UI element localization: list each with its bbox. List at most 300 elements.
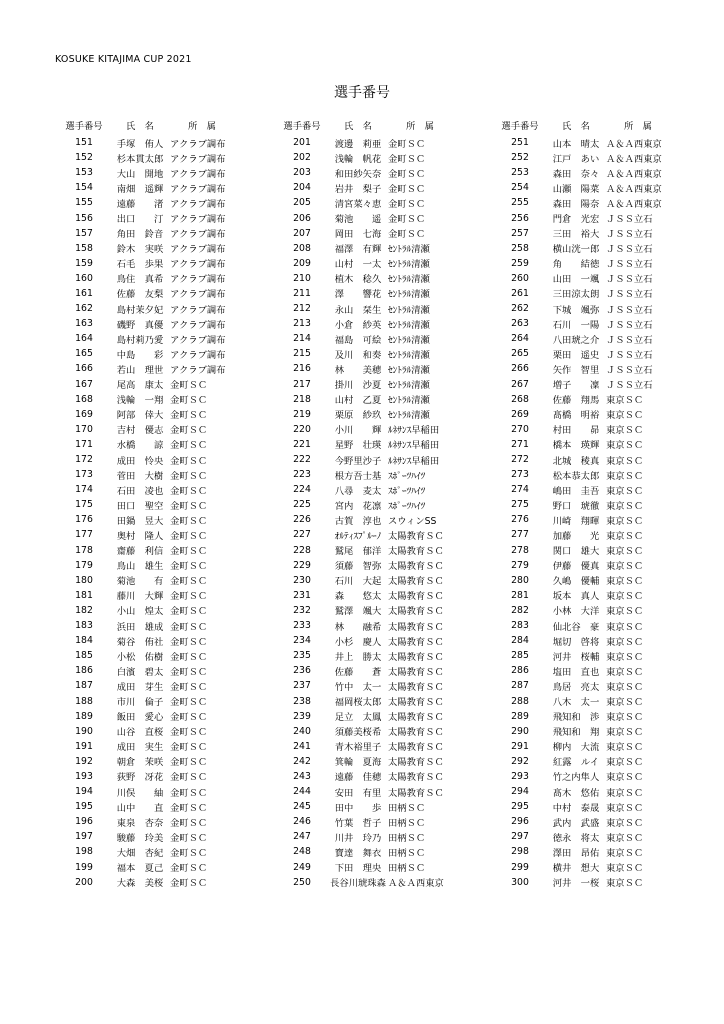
swimmer-club: アクラブ調布 xyxy=(170,364,226,376)
swimmer-name: 若山 理世 xyxy=(116,364,164,376)
swimmer-number: 223 xyxy=(293,469,311,481)
swimmer-club: Ａ＆Ａ西東京 xyxy=(606,168,662,180)
page-title: 選手番号 xyxy=(334,85,390,101)
swimmer-number: 200 xyxy=(75,876,93,888)
swimmer-number: 157 xyxy=(75,227,93,239)
table-row xyxy=(58,286,234,301)
table-row xyxy=(276,558,452,573)
swimmer-name: 白濱 碧太 xyxy=(116,666,164,678)
table-row xyxy=(494,392,670,407)
swimmer-number: 285 xyxy=(511,650,529,662)
swimmer-name: 成田 怜央 xyxy=(116,455,164,467)
swimmer-name: 田中 歩 xyxy=(334,802,382,814)
swimmer-name: 飯田 愛心 xyxy=(116,712,164,724)
swimmer-club: スウィンSS xyxy=(388,515,437,527)
header-number: 選手番号 xyxy=(501,121,539,132)
swimmer-name: 島村茉夕妃 xyxy=(116,304,164,316)
table-row xyxy=(494,588,670,603)
table-row xyxy=(58,437,234,452)
table-row xyxy=(494,860,670,875)
swimmer-name: 山村 乙夏 xyxy=(334,395,382,407)
swimmer-name: 石毛 歩果 xyxy=(116,259,164,271)
header-name: 氏 名 xyxy=(562,121,590,132)
table-row xyxy=(494,814,670,829)
swimmer-club: 金町ＳＣ xyxy=(170,546,208,558)
swimmer-name: 三田 裕大 xyxy=(552,229,600,241)
table-row xyxy=(58,150,234,165)
swimmer-club: 東京ＳＣ xyxy=(606,470,644,482)
swimmer-name: 小杉 慶人 xyxy=(334,636,382,648)
swimmer-number: 211 xyxy=(293,287,311,299)
swimmer-name: 関口 雄大 xyxy=(552,546,600,558)
swimmer-number: 169 xyxy=(75,408,93,420)
swimmer-name: 出口 汀 xyxy=(116,214,164,226)
swimmer-number: 213 xyxy=(293,318,311,330)
swimmer-number: 269 xyxy=(511,408,529,420)
table-row xyxy=(276,512,452,527)
table-row xyxy=(276,165,452,180)
swimmer-club: 東京ＳＣ xyxy=(606,500,644,512)
swimmer-number: 208 xyxy=(293,242,311,254)
swimmer-name: 河井 一桜 xyxy=(552,878,600,890)
swimmer-number: 243 xyxy=(293,770,311,782)
swimmer-club: ＪＳＳ立石 xyxy=(606,319,653,331)
swimmer-club: ｾﾝﾄﾗﾙ清瀬 xyxy=(388,274,430,286)
table-header xyxy=(494,115,670,135)
table-row xyxy=(58,799,234,814)
table-row xyxy=(276,377,452,392)
swimmer-number: 287 xyxy=(511,680,529,692)
swimmer-club: Ａ＆Ａ西東京 xyxy=(388,878,444,890)
table-row xyxy=(494,603,670,618)
table-row xyxy=(494,739,670,754)
swimmer-number: 292 xyxy=(511,755,529,767)
table-row xyxy=(58,210,234,225)
swimmer-club: アクラブ調布 xyxy=(170,349,226,361)
swimmer-club: 東京ＳＣ xyxy=(606,651,644,663)
table-row xyxy=(276,724,452,739)
table-row xyxy=(58,784,234,799)
swimmer-number: 224 xyxy=(293,484,311,496)
table-row xyxy=(276,588,452,603)
table-body xyxy=(58,135,234,890)
table-row xyxy=(494,724,670,739)
swimmer-name: 岡田 七海 xyxy=(334,229,382,241)
swimmer-number: 168 xyxy=(75,393,93,405)
swimmer-name: 南畑 遥輝 xyxy=(116,183,164,195)
swimmer-number: 184 xyxy=(75,635,93,647)
swimmer-club: アクラブ調布 xyxy=(170,304,226,316)
swimmer-club: 太陽教育ＳＣ xyxy=(388,712,444,724)
swimmer-number: 225 xyxy=(293,499,311,511)
swimmer-number: 187 xyxy=(75,680,93,692)
table-row xyxy=(494,256,670,271)
swimmer-number: 230 xyxy=(293,574,311,586)
swimmer-name: 磯野 真優 xyxy=(116,319,164,331)
swimmer-number: 165 xyxy=(75,348,93,360)
table-row xyxy=(276,452,452,467)
swimmer-number: 241 xyxy=(293,740,311,752)
table-row xyxy=(276,875,452,890)
swimmer-number: 293 xyxy=(511,770,529,782)
header-club: 所 属 xyxy=(188,121,216,132)
header-club: 所 属 xyxy=(624,121,652,132)
swimmer-name: 澤田 昂佑 xyxy=(552,847,600,859)
table-row xyxy=(276,814,452,829)
swimmer-name: 市川 倫子 xyxy=(116,697,164,709)
swimmer-club: 金町ＳＣ xyxy=(170,455,208,467)
table-row xyxy=(494,663,670,678)
swimmer-club: ＪＳＳ立石 xyxy=(606,259,653,271)
swimmer-club: 金町ＳＣ xyxy=(170,817,208,829)
swimmer-name: 村田 昴 xyxy=(552,425,600,437)
swimmer-club: 太陽教育ＳＣ xyxy=(388,651,444,663)
swimmer-number: 209 xyxy=(293,257,311,269)
swimmer-number: 289 xyxy=(511,710,529,722)
swimmer-number: 253 xyxy=(511,167,529,179)
swimmer-number: 194 xyxy=(75,786,93,798)
table-row xyxy=(276,754,452,769)
table-row xyxy=(494,784,670,799)
swimmer-name: 石川 一陽 xyxy=(552,319,600,331)
swimmer-number: 153 xyxy=(75,167,93,179)
swimmer-name: 栗原 紗玖 xyxy=(334,410,382,422)
table-row xyxy=(58,603,234,618)
table-row xyxy=(494,482,670,497)
swimmer-number: 251 xyxy=(511,137,529,149)
table-row xyxy=(494,422,670,437)
swimmer-club: Ａ＆Ａ西東京 xyxy=(606,138,662,150)
table-row xyxy=(494,648,670,663)
swimmer-club: ｾﾝﾄﾗﾙ清瀬 xyxy=(388,395,430,407)
swimmer-number: 217 xyxy=(293,378,311,390)
swimmer-club: ＪＳＳ立石 xyxy=(606,274,653,286)
swimmer-name: 大森 美桜 xyxy=(116,878,164,890)
swimmer-club: 金町ＳＣ xyxy=(388,214,426,226)
swimmer-name: 中島 彩 xyxy=(116,349,164,361)
swimmer-number: 161 xyxy=(75,287,93,299)
swimmer-club: ﾙﾈｻﾝｽ早稲田 xyxy=(388,455,440,467)
table-row xyxy=(276,271,452,286)
table-row xyxy=(58,497,234,512)
table-row xyxy=(494,693,670,708)
swimmer-number: 249 xyxy=(293,861,311,873)
swimmer-number: 231 xyxy=(293,589,311,601)
swimmer-number: 210 xyxy=(293,272,311,284)
swimmer-club: ｽﾎﾟｰﾂﾊｲﾂ xyxy=(388,500,426,512)
swimmer-club: ＪＳＳ立石 xyxy=(606,214,653,226)
swimmer-club: 金町ＳＣ xyxy=(170,530,208,542)
swimmer-number: 286 xyxy=(511,665,529,677)
swimmer-name: 足立 太鳳 xyxy=(334,712,382,724)
swimmer-club: 太陽教育ＳＣ xyxy=(388,576,444,588)
header-number: 選手番号 xyxy=(283,121,321,132)
swimmer-number: 180 xyxy=(75,574,93,586)
swimmer-name: 仙北谷 豪 xyxy=(552,621,600,633)
swimmer-club: 金町ＳＣ xyxy=(170,787,208,799)
swimmer-name: 髙橋 明裕 xyxy=(552,410,600,422)
swimmer-name: 福島 可絵 xyxy=(334,334,382,346)
swimmer-number: 237 xyxy=(293,680,311,692)
swimmer-number: 197 xyxy=(75,831,93,843)
swimmer-name: 久嶋 優輔 xyxy=(552,576,600,588)
swimmer-number: 159 xyxy=(75,257,93,269)
swimmer-name: 角田 鈴音 xyxy=(116,229,164,241)
swimmer-club: 太陽教育ＳＣ xyxy=(388,757,444,769)
swimmer-name: 古賀 淳也 xyxy=(334,515,382,527)
swimmer-name: 八田琥之介 xyxy=(552,334,600,346)
table-row xyxy=(276,799,452,814)
table-row xyxy=(494,875,670,890)
swimmer-number: 218 xyxy=(293,393,311,405)
swimmer-club: 太陽教育ＳＣ xyxy=(388,681,444,693)
swimmer-number: 271 xyxy=(511,438,529,450)
swimmer-club: 金町ＳＣ xyxy=(170,666,208,678)
table-row xyxy=(494,210,670,225)
swimmer-name: 小川 輝 xyxy=(334,425,382,437)
swimmer-name: 徳永 将太 xyxy=(552,832,600,844)
header-name: 氏 名 xyxy=(126,121,154,132)
swimmer-name: 鳥住 真希 xyxy=(116,274,164,286)
swimmer-number: 290 xyxy=(511,725,529,737)
swimmer-number: 199 xyxy=(75,861,93,873)
swimmer-club: 金町ＳＣ xyxy=(388,229,426,241)
swimmer-club: 金町ＳＣ xyxy=(170,802,208,814)
table-row xyxy=(494,286,670,301)
table-row xyxy=(276,437,452,452)
table-row xyxy=(276,543,452,558)
swimmer-name: 福澤 有輝 xyxy=(334,244,382,256)
swimmer-club: 金町ＳＣ xyxy=(170,636,208,648)
swimmer-number: 188 xyxy=(75,695,93,707)
swimmer-club: ｾﾝﾄﾗﾙ清瀬 xyxy=(388,289,430,301)
swimmer-name: 横井 想大 xyxy=(552,863,600,875)
table-row xyxy=(494,769,670,784)
swimmer-number: 175 xyxy=(75,499,93,511)
swimmer-name: 遠藤 渚 xyxy=(116,198,164,210)
table-row xyxy=(494,573,670,588)
table-row xyxy=(276,150,452,165)
swimmer-club: 金町ＳＣ xyxy=(170,727,208,739)
swimmer-number: 189 xyxy=(75,710,93,722)
swimmer-number: 300 xyxy=(511,876,529,888)
swimmer-number: 274 xyxy=(511,484,529,496)
swimmer-name: 遠藤 佳穂 xyxy=(334,772,382,784)
swimmer-club: 東京ＳＣ xyxy=(606,712,644,724)
swimmer-number: 255 xyxy=(511,197,529,209)
table-row xyxy=(494,497,670,512)
table-row xyxy=(276,618,452,633)
swimmer-number: 155 xyxy=(75,197,93,209)
swimmer-number: 299 xyxy=(511,861,529,873)
swimmer-club: 東京ＳＣ xyxy=(606,832,644,844)
swimmer-name: 須藤 智弥 xyxy=(334,561,382,573)
swimmer-name: 駿藤 玲美 xyxy=(116,832,164,844)
table-row xyxy=(276,709,452,724)
swimmer-club: アクラブ調布 xyxy=(170,198,226,210)
table-row xyxy=(276,407,452,422)
swimmer-number: 170 xyxy=(75,423,93,435)
swimmer-number: 297 xyxy=(511,831,529,843)
swimmer-club: 金町ＳＣ xyxy=(170,832,208,844)
table-row xyxy=(276,467,452,482)
swimmer-name: 江戸 あい xyxy=(552,153,600,165)
swimmer-club: アクラブ調布 xyxy=(170,319,226,331)
swimmer-club: 太陽教育ＳＣ xyxy=(388,772,444,784)
swimmer-number: 259 xyxy=(511,257,529,269)
swimmer-name: 荻野 冴花 xyxy=(116,772,164,784)
table-row xyxy=(494,331,670,346)
swimmer-number: 277 xyxy=(511,529,529,541)
table-row xyxy=(276,603,452,618)
table-row xyxy=(494,558,670,573)
table-row xyxy=(494,829,670,844)
table-row xyxy=(276,784,452,799)
swimmer-club: 金町ＳＣ xyxy=(170,681,208,693)
swimmer-name: 門倉 光宏 xyxy=(552,214,600,226)
table-row xyxy=(58,361,234,376)
swimmer-number: 244 xyxy=(293,786,311,798)
swimmer-name: 髙木 悠佑 xyxy=(552,787,600,799)
table-row xyxy=(58,316,234,331)
swimmer-number: 232 xyxy=(293,604,311,616)
swimmer-club: 東京ＳＣ xyxy=(606,636,644,648)
table-row xyxy=(494,271,670,286)
table-row xyxy=(494,799,670,814)
swimmer-club: アクラブ調布 xyxy=(170,259,226,271)
swimmer-club: ﾙﾈｻﾝｽ早稲田 xyxy=(388,440,440,452)
swimmer-club: 太陽教育ＳＣ xyxy=(388,546,444,558)
swimmer-club: 東京ＳＣ xyxy=(606,410,644,422)
swimmer-number: 294 xyxy=(511,786,529,798)
swimmer-club: 金町ＳＣ xyxy=(170,485,208,497)
swimmer-number: 236 xyxy=(293,665,311,677)
table-row xyxy=(58,678,234,693)
swimmer-club: 東京ＳＣ xyxy=(606,727,644,739)
swimmer-number: 263 xyxy=(511,318,529,330)
swimmer-number: 198 xyxy=(75,846,93,858)
swimmer-club: 東京ＳＣ xyxy=(606,606,644,618)
table-row xyxy=(276,678,452,693)
table-row xyxy=(58,241,234,256)
table-row xyxy=(276,769,452,784)
swimmer-club: 金町ＳＣ xyxy=(170,395,208,407)
table-row xyxy=(494,543,670,558)
swimmer-club: Ａ＆Ａ西東京 xyxy=(606,183,662,195)
swimmer-club: 金町ＳＣ xyxy=(170,878,208,890)
swimmer-number: 226 xyxy=(293,514,311,526)
table-row xyxy=(276,392,452,407)
table-row xyxy=(276,829,452,844)
swimmer-club: ＪＳＳ立石 xyxy=(606,244,653,256)
table-row xyxy=(58,271,234,286)
swimmer-club: Ａ＆Ａ西東京 xyxy=(606,198,662,210)
swimmer-club: 東京ＳＣ xyxy=(606,697,644,709)
table-row xyxy=(276,180,452,195)
entry-table-1 xyxy=(58,115,234,890)
swimmer-club: アクラブ調布 xyxy=(170,274,226,286)
swimmer-number: 235 xyxy=(293,650,311,662)
swimmer-club: 東京ＳＣ xyxy=(606,561,644,573)
swimmer-name: 坂本 真人 xyxy=(552,591,600,603)
header-name: 氏 名 xyxy=(344,121,372,132)
table-header xyxy=(276,115,452,135)
swimmer-club: 太陽教育ＳＣ xyxy=(388,530,444,542)
table-row xyxy=(276,316,452,331)
swimmer-number: 265 xyxy=(511,348,529,360)
swimmer-number: 239 xyxy=(293,710,311,722)
swimmer-name: 福岡桜太郎 xyxy=(334,697,382,709)
table-row xyxy=(494,377,670,392)
swimmer-name: 小倉 紗英 xyxy=(334,319,382,331)
table-row xyxy=(276,860,452,875)
table-row xyxy=(58,814,234,829)
swimmer-name: 尾高 康太 xyxy=(116,380,164,392)
swimmer-number: 268 xyxy=(511,393,529,405)
swimmer-number: 167 xyxy=(75,378,93,390)
swimmer-number: 283 xyxy=(511,620,529,632)
swimmer-name: 阿部 倖大 xyxy=(116,410,164,422)
swimmer-name: 鷲尾 郁洋 xyxy=(334,546,382,558)
swimmer-club: 太陽教育ＳＣ xyxy=(388,606,444,618)
swimmer-number: 181 xyxy=(75,589,93,601)
swimmer-name: 竹葉 哲子 xyxy=(334,817,382,829)
swimmer-name: 清宮菜々恵 xyxy=(334,198,382,210)
swimmer-number: 215 xyxy=(293,348,311,360)
swimmer-club: 太陽教育ＳＣ xyxy=(388,697,444,709)
table-row xyxy=(494,754,670,769)
swimmer-club: 金町ＳＣ xyxy=(170,500,208,512)
swimmer-name: 星野 壮瑛 xyxy=(334,440,382,452)
table-row xyxy=(58,331,234,346)
swimmer-number: 185 xyxy=(75,650,93,662)
table-row xyxy=(494,709,670,724)
table-row xyxy=(276,527,452,542)
swimmer-number: 234 xyxy=(293,635,311,647)
swimmer-club: アクラブ調布 xyxy=(170,244,226,256)
swimmer-name: 吉村 優志 xyxy=(116,425,164,437)
swimmer-number: 152 xyxy=(75,152,93,164)
swimmer-number: 260 xyxy=(511,272,529,284)
swimmer-name: 島村莉乃愛 xyxy=(116,334,164,346)
swimmer-club: ＪＳＳ立石 xyxy=(606,380,653,392)
swimmer-name: 山村 一太 xyxy=(334,259,382,271)
table-row xyxy=(494,195,670,210)
table-row xyxy=(58,618,234,633)
swimmer-name: 宮内 花凛 xyxy=(334,500,382,512)
table-row xyxy=(494,527,670,542)
swimmer-name: 菊池 遥 xyxy=(334,214,382,226)
swimmer-club: 東京ＳＣ xyxy=(606,666,644,678)
swimmer-name: 菊谷 侑社 xyxy=(116,636,164,648)
swimmer-name: 植木 稔久 xyxy=(334,274,382,286)
table-row xyxy=(58,467,234,482)
swimmer-name: 小松 佑樹 xyxy=(116,651,164,663)
table-row xyxy=(494,135,670,150)
swimmer-name: 増子 凜 xyxy=(552,380,600,392)
swimmer-club: 東京ＳＣ xyxy=(606,455,644,467)
swimmer-name: 成田 実生 xyxy=(116,742,164,754)
swimmer-number: 207 xyxy=(293,227,311,239)
swimmer-name: 菊池 有 xyxy=(116,576,164,588)
table-row xyxy=(58,648,234,663)
swimmer-number: 273 xyxy=(511,469,529,481)
swimmer-club: ｽﾎﾟｰﾂﾊｲﾂ xyxy=(388,470,426,482)
swimmer-club: 金町ＳＣ xyxy=(388,168,426,180)
table-row xyxy=(494,226,670,241)
table-row xyxy=(494,467,670,482)
swimmer-number: 172 xyxy=(75,454,93,466)
